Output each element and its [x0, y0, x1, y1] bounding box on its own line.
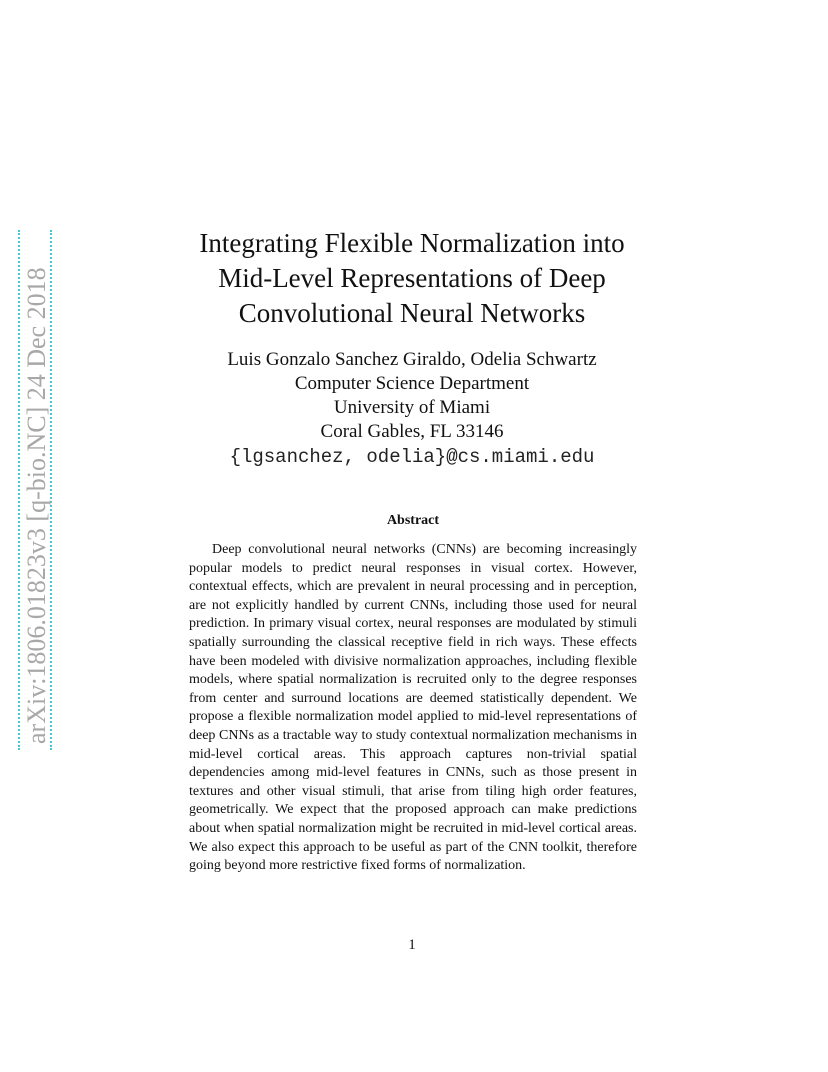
department: Computer Science Department: [294, 373, 530, 394]
title-line: Mid-Level Representations of Deep: [218, 263, 606, 293]
email-address: {lgsanchez, odelia}@cs.miami.edu: [229, 446, 595, 468]
title-line: Integrating Flexible Normalization into: [199, 228, 625, 258]
title-line: Convolutional Neural Networks: [238, 298, 586, 328]
university: University of Miami: [333, 397, 491, 418]
page-number: 1: [408, 937, 416, 953]
abstract-heading: Abstract: [386, 513, 440, 528]
address: Coral Gables, FL 33146: [320, 421, 504, 442]
paper-title: [150, 226, 674, 331]
author-names: Luis Gonzalo Sanchez Giraldo, Odelia Schwartz: [227, 349, 597, 370]
arxiv-identifier-stamp: arXiv:1806.01823v3 [q-bio.NC] 24 Dec 2018: [18, 230, 52, 750]
abstract-body: Deep convolutional neural networks (CNNs) are becoming increasingly popular models to predict neural responses in visual cortex. However, contextual effects, which are prevalent in neural processing and in perception, are not explicitly handled by current CNNs, including those used for neural prediction. In primary visual cortex, neural responses are modulated by stimuli spatially surrounding the classical receptive field in rich ways. These effects have been modeled with divisive normalization approaches, including flexible models, where spatial normalization is recruited only to the degree responses from center and surround locations are deemed statistically dependent. We propose a flexible normalization model applied to mid-level representations of deep CNNs as a tractable way to study contextual normalization mechanisms in mid-level cortical areas. This approach captures non-trivial spatial dependencies among mid-level features in CNNs, such as those present in textures and other visual stimuli, that arise from tiling high order features, geometrically. We expect that the proposed approach can make predictions about when spatial normalization might be recruited in mid-level cortical areas. We also expect this approach to be useful as part of the CNN toolkit, therefore going beyond more restrictive fixed forms of normalization.: [189, 542, 637, 874]
author-block: [150, 348, 674, 470]
